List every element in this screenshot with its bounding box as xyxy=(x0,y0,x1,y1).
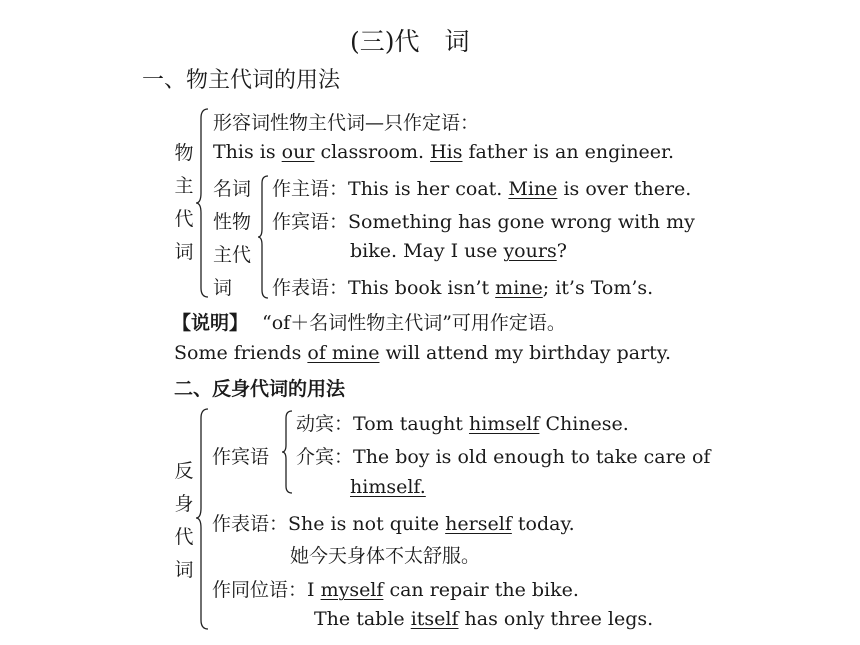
noun-label-line: 名词 xyxy=(213,178,252,200)
object-example-cont: bike. May I use yours? xyxy=(350,240,567,262)
note-line xyxy=(172,308,566,335)
subject-example: 作主语：This is her coat. Mine is over there. xyxy=(272,178,692,200)
section2-heading: 二、反身代词的用法 xyxy=(174,378,346,400)
side-char: 词 xyxy=(174,241,194,263)
appositive-example: 作同位语：I myself can repair the bike. xyxy=(212,579,579,601)
verb-object-example: 动宾：Tom taught himself Chinese. xyxy=(296,413,629,435)
adj-possessive-example: This is our classroom. His father is an engineer. xyxy=(213,141,675,163)
predicative-example: 作表语：This book isn’t mine; it’s Tom’s. xyxy=(272,277,654,299)
noun-label-line: 词 xyxy=(213,277,233,299)
reflexive-predicative-example: 作表语：She is not quite herself today. xyxy=(212,513,575,535)
side-char: 反 xyxy=(174,460,194,482)
appositive-example-2: The table itself has only three legs. xyxy=(314,608,654,630)
object-example: 作宾语：Something has gone wrong with my xyxy=(272,211,695,233)
side-char: 代 xyxy=(174,208,194,230)
note-label: 【说明】 xyxy=(172,312,249,334)
note-example: Some friends of mine will attend my birthday party. xyxy=(174,342,672,364)
side-char: 物 xyxy=(174,142,194,164)
side-char: 词 xyxy=(174,559,194,581)
side-char: 代 xyxy=(174,526,194,548)
side-char: 身 xyxy=(174,493,194,515)
adj-possessive-rule: 形容词性物主代词—只作定语： xyxy=(213,112,480,134)
note-text: “of＋名词性物主代词”可用作定语。 xyxy=(262,312,566,334)
prep-object-example-cont: himself. xyxy=(350,476,426,498)
noun-brace xyxy=(258,175,270,299)
object-label: 作宾语 xyxy=(212,446,270,468)
object-brace xyxy=(282,410,294,494)
side-char: 主 xyxy=(174,175,194,197)
section2-brace xyxy=(196,408,210,630)
section1-heading: 一、物主代词的用法 xyxy=(142,68,341,93)
page-title: (三)代 词 xyxy=(350,27,470,56)
reflexive-predicative-translation: 她今天身体不太舒服。 xyxy=(290,545,481,567)
noun-label-line: 主代 xyxy=(213,244,252,266)
section1-brace xyxy=(196,108,210,298)
noun-label-line: 性物 xyxy=(213,211,252,233)
prep-object-example: 介宾：The boy is old enough to take care of xyxy=(296,446,711,468)
